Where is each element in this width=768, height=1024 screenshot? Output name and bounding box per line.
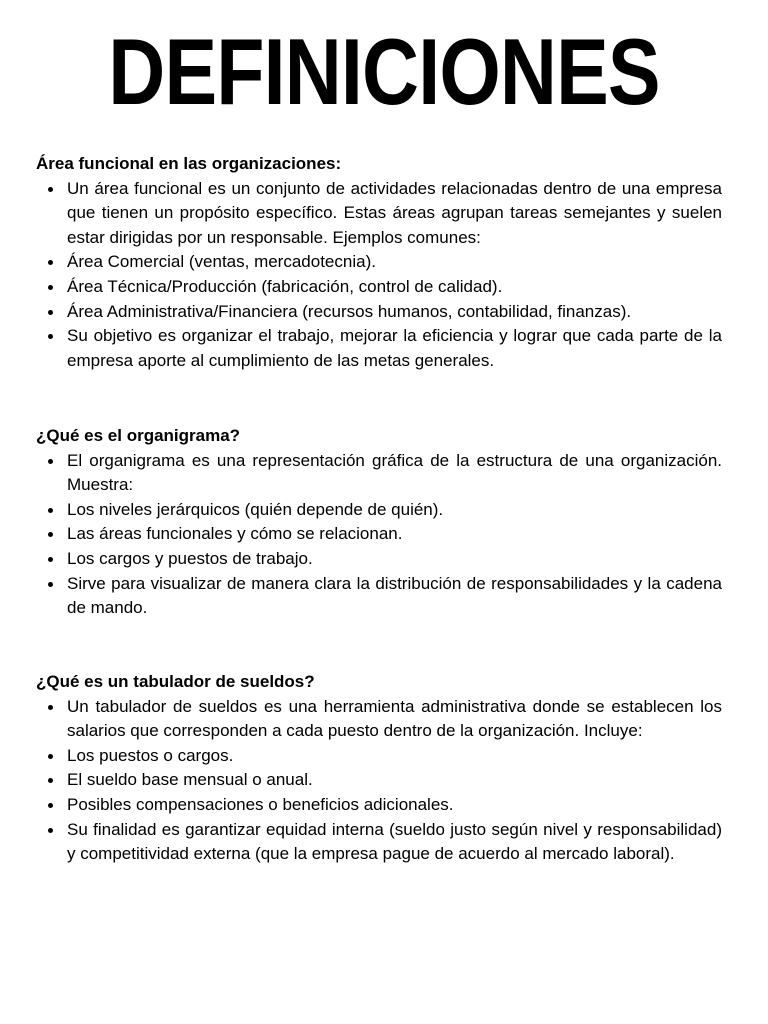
bullet-icon (48, 508, 53, 513)
list-item (36, 324, 722, 373)
list-item (36, 572, 722, 621)
list-item-text: Posibles compensaciones o beneficios adicionales. (67, 794, 454, 814)
list-item (36, 498, 722, 523)
list-item-text: Área Administrativa/Financiera (recursos humanos, contabilidad, finanzas). (67, 301, 632, 321)
list-item-text: Las áreas funcionales y cómo se relacionan. (67, 524, 403, 544)
list-item (36, 177, 722, 251)
bullet-icon (48, 285, 53, 290)
list-item (36, 250, 722, 275)
bullet-icon (48, 334, 53, 339)
bullet-icon (48, 310, 53, 315)
list-item (36, 275, 722, 300)
page-title: DEFINICIONES (108, 19, 660, 124)
list-item (36, 793, 722, 818)
list-item (36, 818, 722, 867)
bullet-icon (48, 187, 53, 192)
bullet-icon (48, 754, 53, 759)
list-item (36, 300, 722, 325)
list-item-text: Su finalidad es garantizar equidad interna (sueldo justo según nivel y responsabilidad) y competitividad externa (que la empresa pague de acuerdo al mercado laboral). (67, 819, 722, 864)
list-item (36, 695, 722, 744)
section-area-funcional (36, 152, 722, 373)
list-item (36, 522, 722, 547)
list-item-text: Área Comercial (ventas, mercadotecnia). (67, 252, 376, 272)
list-item-text: Sirve para visualizar de manera clara la distribución de responsabilidades y la cadena de mando. (67, 573, 722, 618)
bullet-list (36, 177, 722, 374)
section-tabulador-sueldos (36, 670, 722, 867)
list-item (36, 449, 722, 498)
bullet-icon (48, 582, 53, 587)
list-item (36, 744, 722, 769)
bullet-list (36, 695, 722, 867)
list-item-text: Un tabulador de sueldos es una herramienta administrativa donde se establecen los salarios que corresponden a cada puesto dentro de la organización. Incluye: (67, 696, 722, 741)
list-item-text: Los puestos o cargos. (67, 745, 234, 765)
bullet-icon (48, 260, 53, 265)
bullet-icon (48, 828, 53, 833)
bullet-icon (48, 532, 53, 537)
list-item-text: Los cargos y puestos de trabajo. (67, 548, 313, 568)
section-heading: Área funcional en las organizaciones: (36, 154, 342, 173)
section-heading: ¿Qué es el organigrama? (36, 426, 241, 445)
bullet-icon (48, 459, 53, 464)
list-item-text: El organigrama es una representación gráfica de la estructura de una organización. Muestra: (67, 450, 722, 495)
bullet-icon (48, 705, 53, 710)
section-organigrama (36, 424, 722, 621)
list-item-text: Su objetivo es organizar el trabajo, mejorar la eficiencia y lograr que cada parte de la empresa aporte al cumplimiento de las metas generales. (67, 326, 722, 370)
bullet-icon (48, 557, 53, 562)
bullet-list (36, 449, 722, 621)
list-item-text: Los niveles jerárquicos (quién depende de quién). (67, 499, 444, 519)
list-item-text: El sueldo base mensual o anual. (67, 770, 313, 790)
bullet-icon (48, 778, 53, 783)
list-item (36, 768, 722, 793)
list-item (36, 547, 722, 572)
list-item-text: Área Técnica/Producción (fabricación, control de calidad). (67, 276, 503, 296)
section-heading: ¿Qué es un tabulador de sueldos? (36, 672, 315, 691)
list-item-text: Un área funcional es un conjunto de actividades relacionadas dentro de una empresa que tienen un propósito específico. Estas áreas agrupan tareas semejantes y suelen estar dirigidas por un responsable. Ejemplos comunes: (67, 178, 722, 247)
bullet-icon (48, 803, 53, 808)
